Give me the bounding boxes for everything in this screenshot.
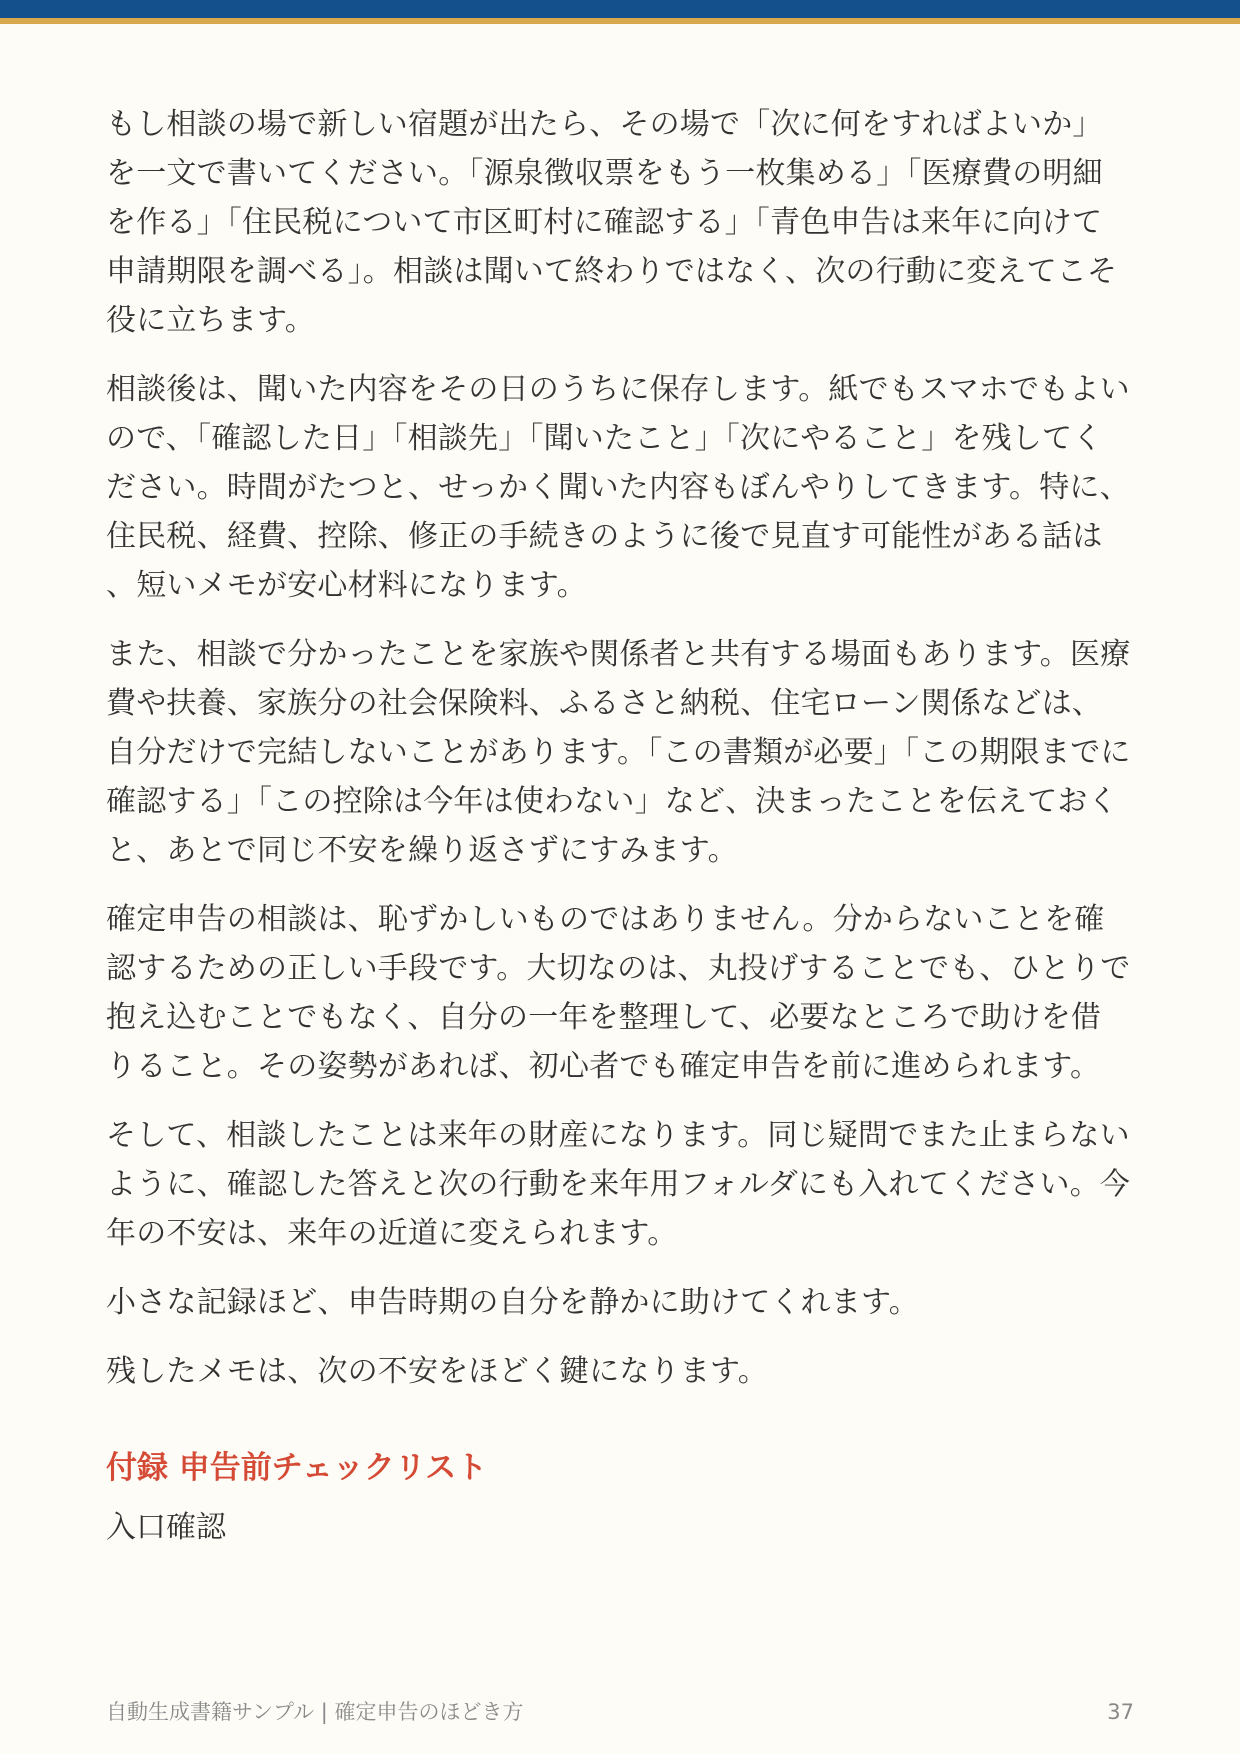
appendix-subheading: 入口確認 — [106, 1510, 226, 1545]
page-content — [106, 100, 1131, 1550]
body-paragraph: そして、相談したことは来年の財産になります。同じ疑問でまた止まらないように、確認した答えと次の行動を来年用フォルダにも入れてください。今年の不安は、来年の近道に変えられます。 — [106, 1118, 1131, 1251]
header-rule — [0, 18, 1240, 24]
body-paragraph: 残したメモは、次の不安をほどく鍵になります。 — [106, 1354, 768, 1389]
body-paragraph: また、相談で分かったことを家族や関係者と共有する場面もあります。医療費や扶養、家族分の社会保険料、ふるさと納税、住宅ローン関係などは、自分だけで完結しないことがあります。「この書類が必要」「この期限までに確認する」「この控除は今年は使わない」など、決まったことを伝えておくと、あとで同じ不安を繰り返さずにすみます。 — [106, 637, 1131, 868]
footer-page-number: 37 — [1107, 1700, 1134, 1724]
body-paragraph: 相談後は、聞いた内容をその日のうちに保存します。紙でもスマホでもよいので、「確認した日」「相談先」「聞いたこと」「次にやること」を残してください。時間がたつと、せっかく聞いた内容もぼんやりしてきます。特に、住民税、経費、控除、修正の手続きのように後で見直す可能性がある話は、短いメモが安心材料になります。 — [106, 372, 1130, 603]
body-paragraph: 小さな記録ほど、申告時期の自分を静かに助けてくれます。 — [106, 1285, 919, 1320]
appendix-heading: 付録 申告前チェックリスト — [106, 1450, 488, 1486]
header-bar — [0, 0, 1240, 18]
body-paragraph: もし相談の場で新しい宿題が出たら、その場で「次に何をすればよいか」を一文で書いてください。「源泉徴収票をもう一枚集める」「医療費の明細を作る」「住民税について市区町村に確認する」「青色申告は来年に向けて申請期限を調べる」。相談は聞いて終わりではなく、次の行動に変えてこそ役に立ちます。 — [106, 107, 1118, 338]
footer-book-title: 自動生成書籍サンプル | 確定申告のほどき方 — [106, 1700, 524, 1724]
body-paragraph: 確定申告の相談は、恥ずかしいものではありません。分からないことを確認するための正しい手段です。大切なのは、丸投げすることでも、ひとりで抱え込むことでもなく、自分の一年を整理して、必要なところで助けを借りること。その姿勢があれば、初心者でも確定申告を前に進められます。 — [106, 902, 1131, 1084]
